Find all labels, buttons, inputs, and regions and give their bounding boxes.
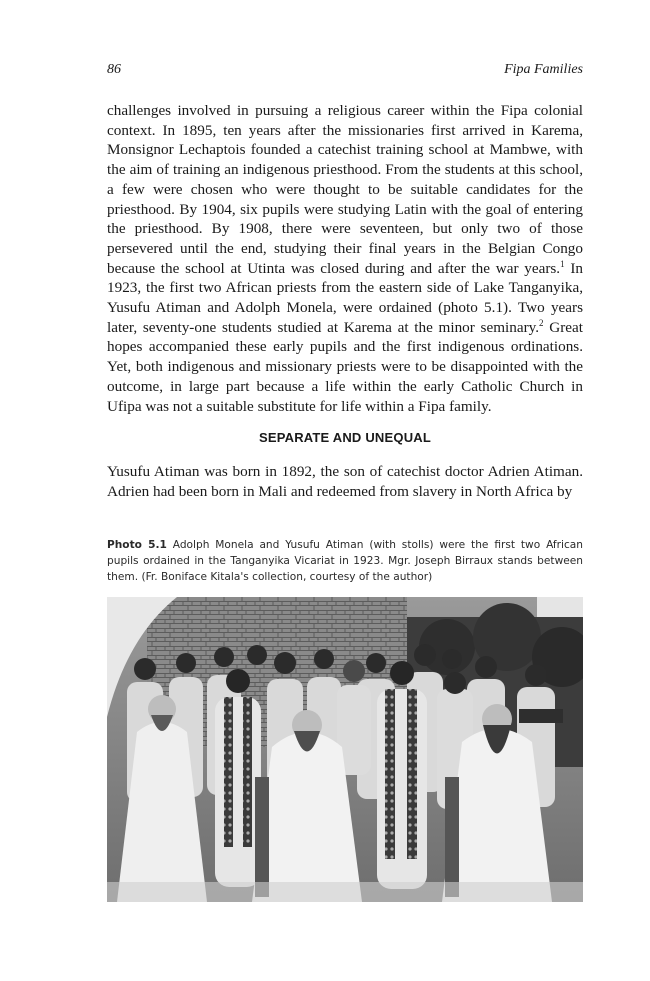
- paragraph-text: challenges involved in pursuing a religious career within the Fipa colonial context. In 1895, ten years after the missionaries first arrived in Karema, Monsignor Lechaptois founded a catechist training school at Mambwe, with the aim of training an indigenous priesthood. From the students at this school, a few were chosen who were thought to be suitable candidates for the priesthood. By 1904, six pupils were studying Latin with the goal of entering the priesthood. By 1908, there were seventeen, but only two of those persevered until the end, studying their final years in the Belgian Congo because the school at Utinta was closed during and after the war years.: [107, 102, 583, 277]
- group-photograph: [107, 597, 583, 902]
- photo-illustration: [107, 597, 583, 902]
- running-title: Fipa Families: [504, 62, 583, 77]
- photo-caption: [107, 537, 583, 585]
- page-number: 86: [107, 62, 121, 77]
- paragraph-text: Great hopes accompanied these early pupils and the first indigenous ordinations. Yet, both indigenous and missionary priests were to be disappointed with the outcome, in large part because a life within the early Catholic Church in Ufipa was not a suitable substitute for life within a Fipa family.: [107, 318, 584, 415]
- caption-text: Adolph Monela and Yusufu Atiman (with stolls) were the first two African pupils ordained in the Tanganyika Vicariat in 1923. Mgr. Joseph Birraux stands between them. (Fr. Boniface Kitala's collection, courtesy of the author): [107, 539, 583, 583]
- paragraph-text: In 1923, the first two African priests from the eastern side of Lake Tanganyika, Yusufu Atiman and Adolph Monela, were ordained (photo 5.1). Two years later, seventy-one students studied at Karema at the minor seminary.: [107, 259, 584, 336]
- running-header: [107, 62, 583, 82]
- section-heading: SEPARATE AND UNEQUAL: [258, 430, 432, 445]
- caption-label: Photo 5.1: [107, 539, 167, 551]
- footnote-marker-2[interactable]: 2: [539, 317, 544, 328]
- body-paragraph-2: Yusufu Atiman was born in 1892, the son of catechist doctor Adrien Atiman. Adrien had been born in Mali and redeemed from slavery in North Africa by: [107, 463, 583, 500]
- footnote-marker-1[interactable]: 1: [560, 258, 565, 269]
- body-paragraph-1: [107, 101, 583, 416]
